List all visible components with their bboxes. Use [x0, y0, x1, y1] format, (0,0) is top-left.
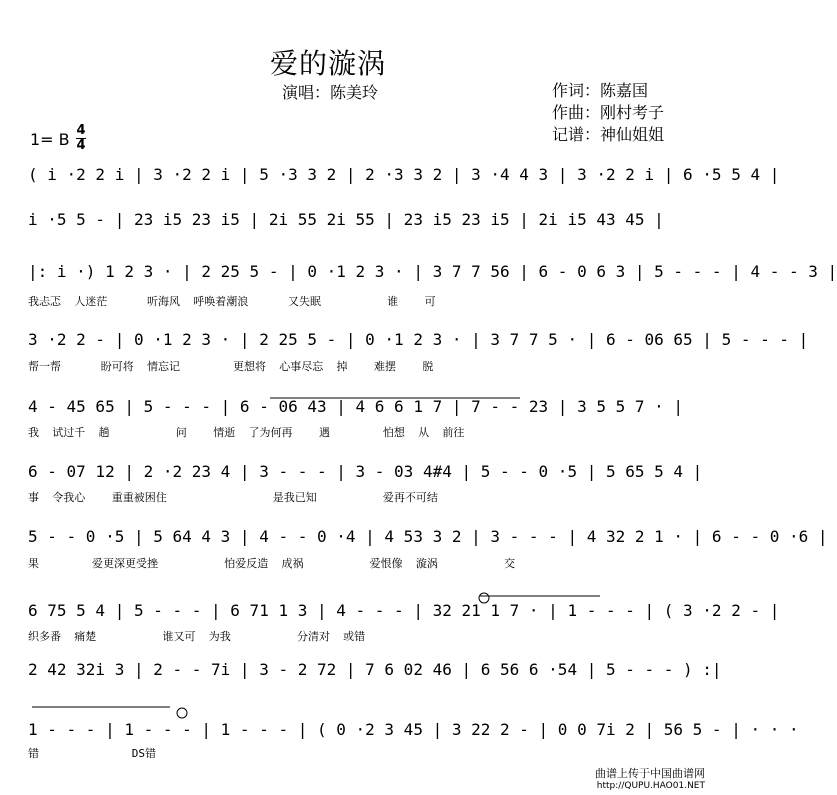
notation-line-10: 1 - - - | 1 - - - | 1 - - - | ( 0 ·2 3 45 | 3 22 2 - | 0 0 7i 2 | 56 5 - | · · ·: [28, 720, 799, 739]
transcriber-credit: 记谱：神仙姐姐: [552, 125, 665, 144]
lyric-line-3: 我忐忑 人迷茫 听海风 呼唤着潮浪 又失眠 谁 可: [28, 295, 436, 308]
watermark-text: 曲谱上传于中国曲谱网: [595, 767, 705, 780]
coda-sign-2: [177, 708, 187, 718]
notation-line-1: ( i ·2 2 i | 3 ·2 2 i | 5 ·3 3 2 | 2 ·3 3 2 | 3 ·4 4 3 | 3 ·2 2 i | 6 ·5 5 4 |: [28, 165, 780, 184]
singer-credit: 演唱：陈美玲: [282, 83, 379, 102]
notation-line-8: 6 75 5 4 | 5 - - - | 6 71 1 3 | 4 - - - | 32 21 1 7 · | 1 - - - | ( 3 ·2 2 - |: [28, 601, 780, 620]
lyricist-credit: 作词：陈嘉国: [552, 81, 649, 100]
notation-line-7: 5 - - 0 ·5 | 5 64 4 3 | 4 - - 0 ·4 | 4 53 3 2 | 3 - - - | 4 32 2 1 · | 6 - - 0 ·6 |: [28, 527, 828, 546]
time-signature-top: 4: [76, 123, 86, 138]
key-signature: 1= B: [30, 130, 70, 149]
lyric-line-6: 事 令我心 重重被困住 是我已知 爱再不可结: [28, 491, 438, 504]
coda-sign-1: [479, 593, 489, 603]
lyric-line-4: 帮一帮 盼可将 情忘记 更想将 心事尽忘 掉 难摆 脱: [28, 360, 434, 373]
song-title: 爱的漩涡: [270, 47, 387, 80]
notation-line-5: 4 - 45 65 | 5 - - - | 6 - 06 43 | 4 6 6 1 7 | 7 - - 23 | 3 5 5 7 · |: [28, 397, 684, 416]
watermark: [595, 767, 705, 793]
time-signature-bottom: 4: [76, 138, 86, 153]
lyric-line-8: 织多番 痛楚 谁又可 为我 分清对 或错: [28, 630, 366, 643]
notation-line-9: 2 42 32i 3 | 2 - - 7i | 3 - 2 72 | 7 6 02 46 | 6 56 6 ·54 | 5 - - - ) :|: [28, 660, 722, 679]
notation-line-6: 6 - 07 12 | 2 ·2 23 4 | 3 - - - | 3 - 03 4#4 | 5 - - 0 ·5 | 5 65 5 4 |: [28, 462, 703, 481]
notation-line-4: 3 ·2 2 - | 0 ·1 2 3 · | 2 25 5 - | 0 ·1 2 3 · | 3 7 7 5 · | 6 - 06 65 | 5 - - - |: [28, 330, 809, 349]
notation-line-3: |: i ·) 1 2 3 · | 2 25 5 - | 0 ·1 2 3 · | 3 7 7 56 | 6 - 0 6 3 | 5 - - - | 4 - - 3 |: [28, 262, 837, 281]
composer-credit: 作曲：刚村考子: [552, 103, 665, 122]
lyric-line-10: 错 DS错: [28, 747, 156, 760]
notation-line-2: i ·5 5 - | 23 i5 23 i5 | 2i 55 2i 55 | 23 i5 23 i5 | 2i i5 43 45 |: [28, 210, 664, 229]
lyric-line-7: 果 爱更深更受挫 怕爱反造 成祸 爱恨像 漩涡 交: [28, 557, 516, 570]
watermark-url: http://QUPU.HAO01.NET: [596, 781, 705, 791]
lyric-line-5: 我 试过千 趟 问 情逝 了为何再 遇 怕想 从 前往: [28, 426, 465, 439]
